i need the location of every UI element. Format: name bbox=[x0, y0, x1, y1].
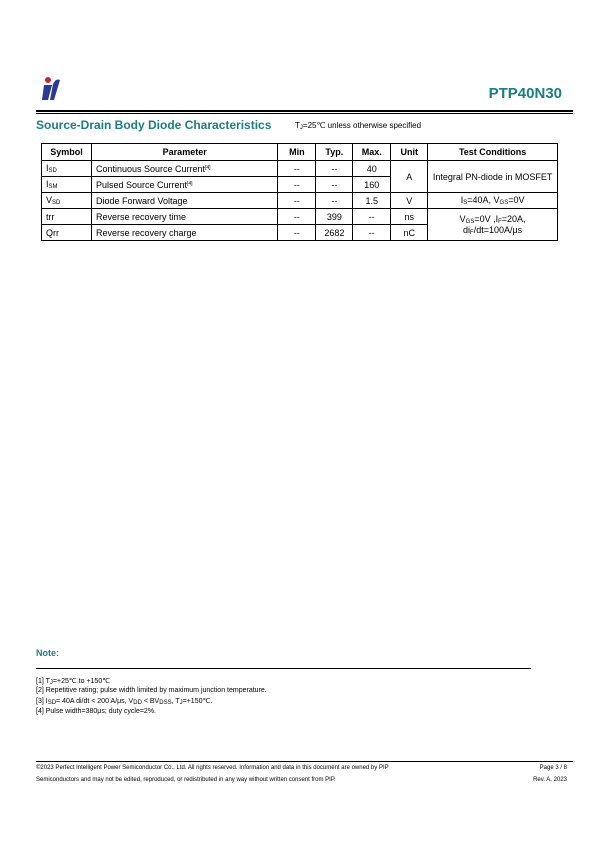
notes-rule bbox=[36, 668, 531, 669]
cell-typ: 2682 bbox=[316, 225, 353, 241]
note-1: [1] $T_J=+25℃$ to +150℃ bbox=[36, 678, 111, 686]
header-rule-thin bbox=[36, 113, 573, 114]
diode-characteristics-table bbox=[41, 143, 558, 241]
header-min: Min bbox=[278, 144, 316, 161]
cell-parameter: Diode Forward Voltage bbox=[91, 193, 277, 209]
cell-symbol: Qrr bbox=[42, 225, 92, 241]
cell-symbol: trr bbox=[42, 209, 92, 225]
cell-max: -- bbox=[353, 209, 391, 225]
note-3: [3] $I_{SD}= 40A$ di/dt < 200 A/μs, $V_{DD} < BV_{DSS}$, $T_J=+150℃$. bbox=[36, 698, 213, 706]
cell-test-condition: Integral PN-diode in MOSFET bbox=[428, 161, 558, 193]
cell-unit: V bbox=[391, 193, 428, 209]
cell-parameter: Reverse recovery charge bbox=[91, 225, 277, 241]
cell-parameter: Reverse recovery time bbox=[91, 209, 277, 225]
cell-typ: -- bbox=[316, 161, 353, 177]
note-4: [4] Pulse width=380μs; duty cycle=2%. bbox=[36, 708, 156, 715]
footer-copyright-2: Semiconductors and may not be edited, reproduced, or redistributed in any way without written consent from PIP. bbox=[36, 777, 336, 783]
cell-min: -- bbox=[278, 177, 316, 193]
cell-unit: A bbox=[391, 161, 428, 193]
header-rule bbox=[36, 110, 573, 112]
cell-max: 160 bbox=[353, 177, 391, 193]
cell-parameter: Continuous Source Current[4] bbox=[91, 161, 277, 177]
cell-typ: -- bbox=[316, 193, 353, 209]
header-unit: Unit bbox=[391, 144, 428, 161]
note-2: [2] Repetitive rating; pulse width limited by maximum junction temperature. bbox=[36, 687, 267, 694]
section-condition: $T_J=25℃$ unless otherwise specified bbox=[295, 121, 422, 131]
cell-typ: -- bbox=[316, 177, 353, 193]
section-title: Source-Drain Body Diode Characteristics bbox=[36, 118, 272, 132]
company-logo bbox=[40, 76, 62, 102]
cell-unit: ns bbox=[391, 209, 428, 225]
cell-symbol: $V_{SD}$ bbox=[42, 193, 92, 209]
cell-symbol: $I_{SM}$ bbox=[42, 177, 92, 193]
header-typ: Typ. bbox=[316, 144, 353, 161]
table-row bbox=[42, 209, 558, 225]
cell-symbol: $I_{SD}$ bbox=[42, 161, 92, 177]
cell-max: 1.5 bbox=[353, 193, 391, 209]
cell-unit: nC bbox=[391, 225, 428, 241]
cell-max: 40 bbox=[353, 161, 391, 177]
cell-min: -- bbox=[278, 193, 316, 209]
cell-test-condition: $I_S=40A$, $V_{GS}=0V$ bbox=[428, 193, 558, 209]
header-max: Max. bbox=[353, 144, 391, 161]
cell-min: -- bbox=[278, 225, 316, 241]
header-test-conditions: Test Conditions bbox=[428, 144, 558, 161]
cell-max: -- bbox=[353, 225, 391, 241]
revision: Rev. A. 2023 bbox=[533, 777, 567, 783]
cell-test-condition: $V_{GS}=0V$ $,I_F=20A$, $di_F/dt=100A/\mu s$ bbox=[428, 209, 558, 241]
footer-rule bbox=[36, 761, 573, 762]
notes-label: Note: bbox=[36, 648, 59, 658]
table-row bbox=[42, 193, 558, 209]
header-parameter: Parameter bbox=[91, 144, 277, 161]
header-symbol: Symbol bbox=[42, 144, 92, 161]
table-row bbox=[42, 161, 558, 177]
part-number: PTP40N30 bbox=[488, 85, 562, 102]
cell-min: -- bbox=[278, 209, 316, 225]
page-number: Page 3 / 8 bbox=[539, 765, 567, 771]
table-header-row bbox=[42, 144, 558, 161]
cell-parameter: Pulsed Source Current[4] bbox=[91, 177, 277, 193]
cell-typ: 399 bbox=[316, 209, 353, 225]
footer-copyright-1: ©2023 Perfect Intelligent Power Semiconductor Co., Ltd. All rights reserved. Information and data in this document are owned by PIP bbox=[36, 765, 389, 771]
cell-min: -- bbox=[278, 161, 316, 177]
